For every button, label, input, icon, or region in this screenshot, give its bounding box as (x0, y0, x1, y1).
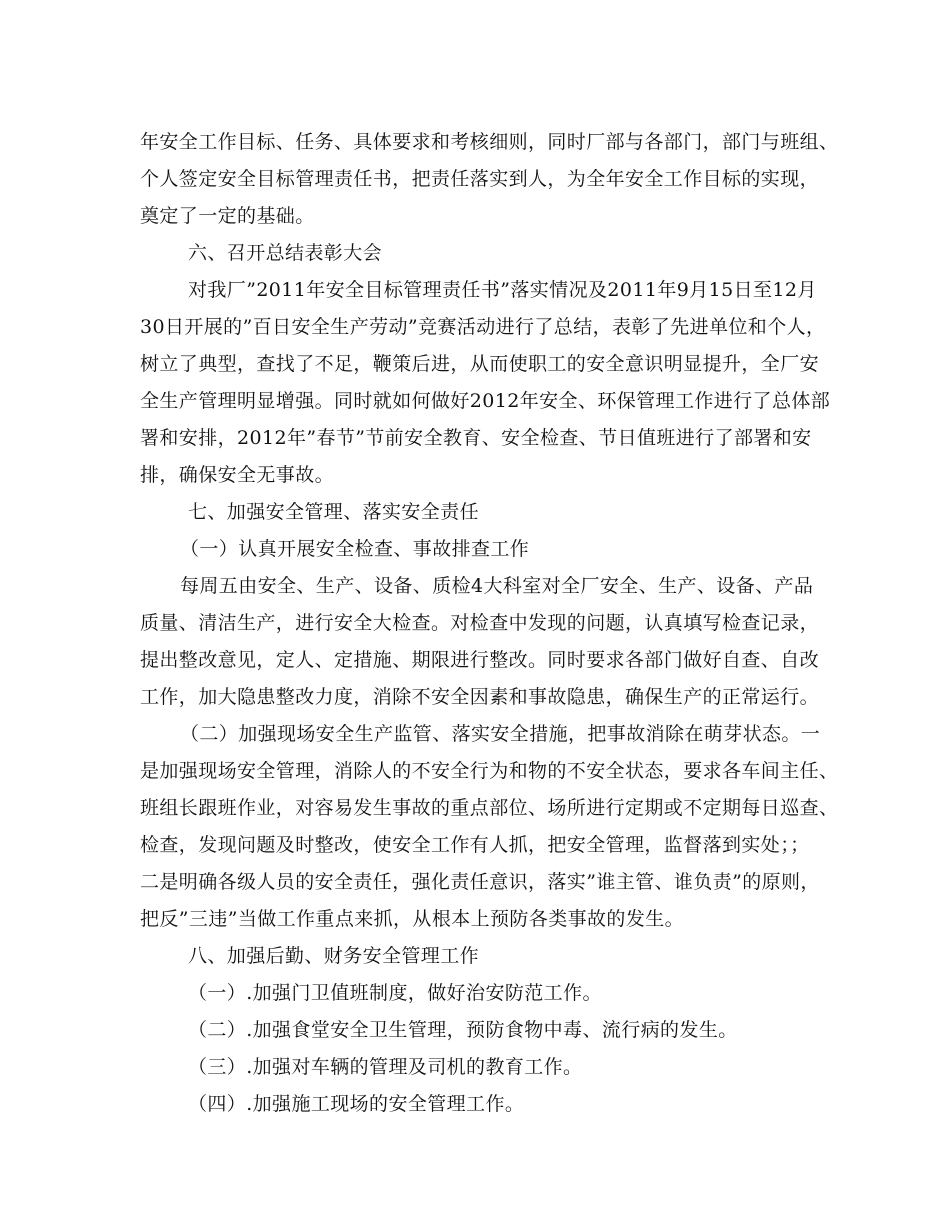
body-line: 提出整改意见，定人、定措施、期限进行整改。同时要求各部门做好自查、自改 (140, 649, 820, 671)
body-line: 检查，发现问题及时整改，使安全工作有人抓，把安全管理，监督落到实处；； (140, 834, 810, 856)
subsection-heading: （一）认真开展安全检查、事故排查工作 (180, 538, 530, 560)
section-heading: 六、召开总结表彰大会 (188, 242, 383, 264)
body-line: 个人签定安全目标管理责任书，把责任落实到人，为全年安全工作目标的实现， (140, 168, 820, 190)
body-line: （二）加强现场安全生产监管、落实安全措施，把事故消除在萌芽状态。一 (180, 723, 821, 745)
body-line: 二是明确各级人员的安全责任，强化责任意识，落实”谁主管、谁负责”的原则， (140, 871, 820, 893)
list-item: （四）.加强施工现场的安全管理工作。 (188, 1093, 525, 1115)
body-line: 全生产管理明显增强。同时就如何做好2012年安全、环保管理工作进行了总体部 (140, 390, 831, 412)
body-line: 班组长跟班作业，对容易发生事故的重点部位、场所进行定期或不定期每日巡查、 (140, 797, 839, 819)
body-line: 质量、清洁生产，进行安全大检查。对检查中发现的问题，认真填写检查记录， (140, 612, 820, 634)
body-line: 树立了典型，查找了不足，鞭策后进，从而使职工的安全意识明显提升，全厂安 (140, 353, 820, 375)
body-line: 把反”三违”当做工作重点来抓，从根本上预防各类事故的发生。 (140, 908, 685, 930)
body-line: 每周五由安全、生产、设备、质检4大科室对全厂安全、生产、设备、产品 (180, 575, 814, 597)
body-line: 排，确保安全无事故。 (140, 464, 335, 486)
list-item: （一）.加强门卫值班制度，做好治安防范工作。 (188, 982, 602, 1004)
body-line: 工作，加大隐患整改力度，消除不安全因素和事故隐患，确保生产的正常运行。 (140, 686, 820, 708)
body-line: 年安全工作目标、任务、具体要求和考核细则，同时厂部与各部门，部门与班组、 (140, 131, 839, 153)
body-line: 署和安排，2012年”春节”节前安全教育、安全检查、节日值班进行了部署和安 (140, 427, 812, 449)
body-line: 30日开展的”百日安全生产劳动”竞赛活动进行了总结，表彰了先进单位和个人， (140, 316, 826, 338)
body-line: 奠定了一定的基础。 (140, 205, 315, 227)
list-item: （二）.加强食堂安全卫生管理，预防食物中毒、流行病的发生。 (188, 1019, 738, 1041)
body-line: 是加强现场安全管理，消除人的不安全行为和物的不安全状态，要求各车间主任、 (140, 760, 839, 782)
list-item: （三）.加强对车辆的管理及司机的教育工作。 (188, 1056, 583, 1078)
section-heading: 八、加强后勤、财务安全管理工作 (188, 945, 480, 967)
section-heading: 七、加强安全管理、落实安全责任 (188, 501, 480, 523)
body-line: 对我厂”2011年安全目标管理责任书”落实情况及2011年9月15日至12月 (188, 279, 817, 301)
